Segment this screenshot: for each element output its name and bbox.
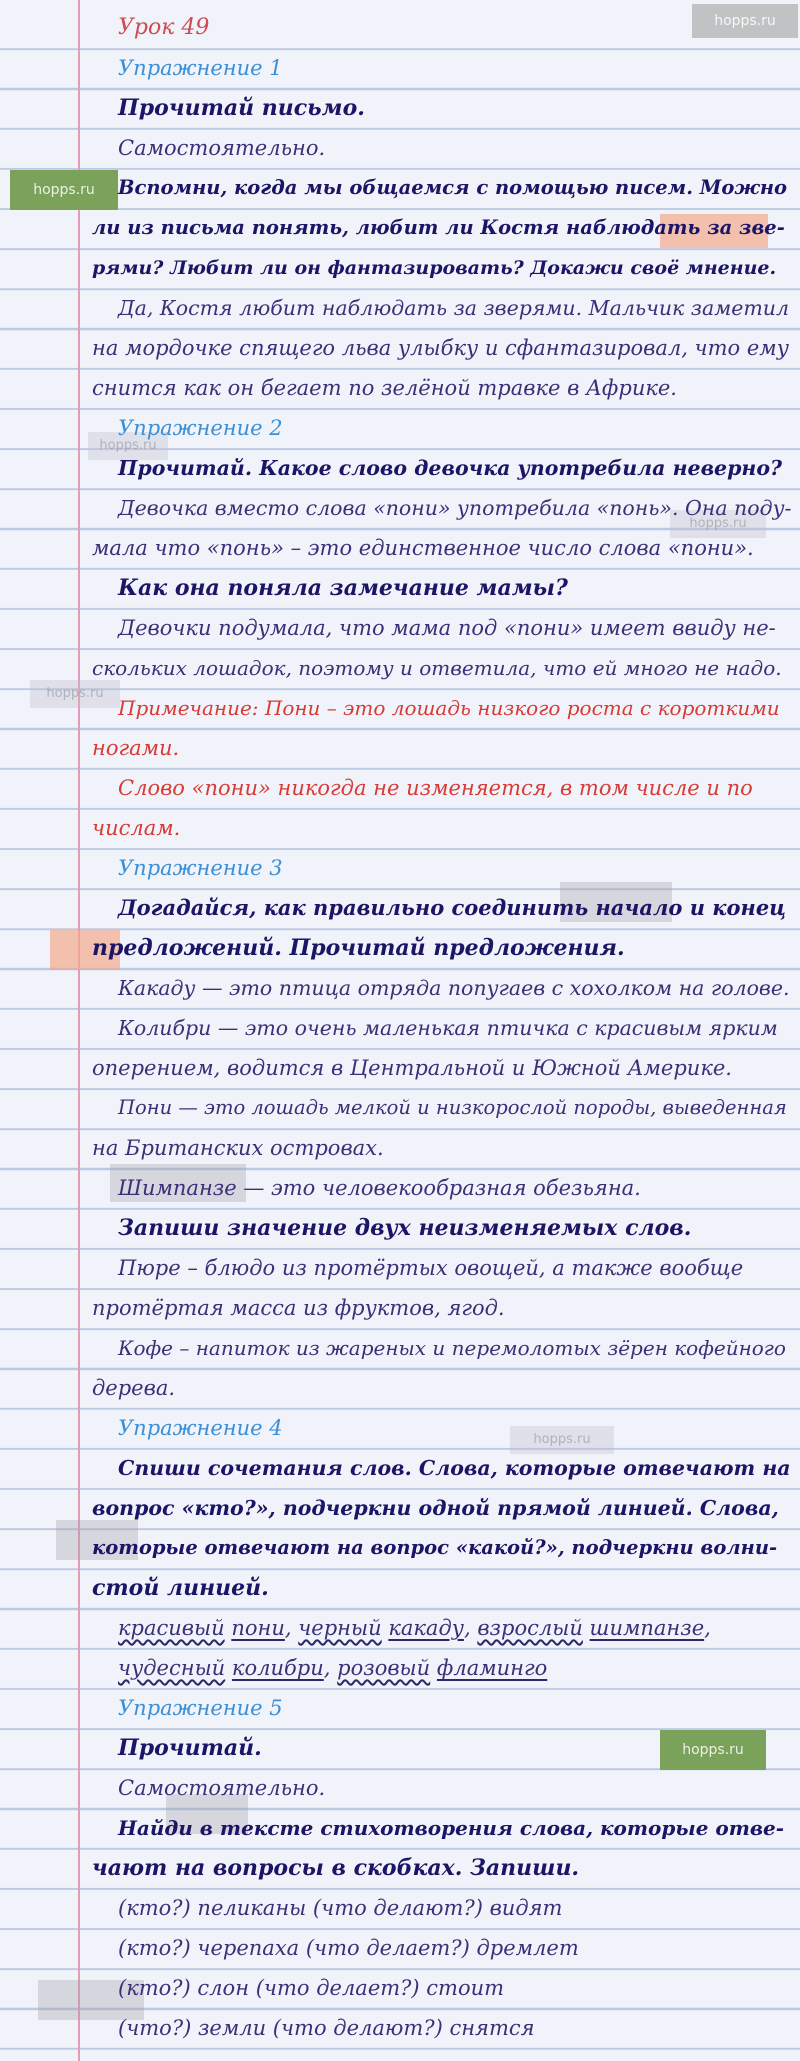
exercise-5-task-line: Найди в тексте стихотворения слова, которые отве- [118, 1816, 785, 1840]
exercise-5-answer-line: (кто?) черепаха (что делает?) дремлет [118, 1936, 579, 1960]
exercise-1-answer: Самостоятельно. [118, 136, 326, 160]
exercise-1-answer-line: на мордочке спящего льва улыбку и сфантазировал, что ему [92, 336, 789, 360]
wavy-underlined-word: розовый [337, 1656, 431, 1680]
wavy-underlined-word: красивый [118, 1616, 225, 1640]
note-line: Примечание: Пони – это лошадь низкого роста с короткими [118, 696, 780, 720]
comma: , [284, 1616, 292, 1640]
exercise-2-answer-line: мала что «понь» – это единственное число слова «пони». [92, 536, 754, 560]
exercise-1-answer-line: снится как он бегает по зелёной травке в Африке. [92, 376, 677, 400]
exercise-3-answer-line: Кофе – напиток из жареных и перемолотых зёрен кофейного [118, 1336, 786, 1360]
exercise-3-answer-line: Шимпанзе — это человекообразная обезьяна. [118, 1176, 641, 1200]
exercise-2-task: Как она поняла замечание мамы? [118, 575, 568, 601]
exercise-2-answer-line: скольких лошадок, поэтому и ответила, что ей много не надо. [92, 656, 782, 680]
exercise-5-answer: Самостоятельно. [118, 1776, 326, 1800]
exercise-1-task-line: ли из письма понять, любит ли Костя наблюдать за зве- [92, 216, 785, 239]
exercise-3-answer-line: Пони — это лошадь мелкой и низкорослой породы, выведенная [118, 1096, 787, 1119]
watermark: hopps.ru [670, 510, 766, 538]
wavy-underlined-word: взрослый [477, 1616, 583, 1640]
exercise-4-task-line: стой линией. [92, 1575, 269, 1601]
solid-underlined-word: фламинго [436, 1656, 548, 1680]
exercise-5-title: Упражнение 5 [118, 1696, 283, 1720]
exercise-1-title: Упражнение 1 [118, 56, 283, 80]
exercise-1-task-line: Вспомни, когда мы общаемся с помощью писем. Можно [118, 176, 788, 199]
exercise-2-task: Прочитай. Какое слово девочка употребила неверно? [118, 456, 783, 480]
solid-underlined-word: пони [231, 1616, 285, 1640]
exercise-3-answer-line: протёртая масса из фруктов, ягод. [92, 1296, 505, 1320]
exercise-5-task: Прочитай. [118, 1735, 262, 1761]
exercise-3-answer-line: Пюре – блюдо из протёртых овощей, а также вообще [118, 1256, 744, 1280]
exercise-2-answer-line: Девочки подумала, что мама под «пони» имеет ввиду не- [118, 616, 776, 640]
exercise-2-answer-line: Девочка вместо слова «пони» употребила «понь». Она поду- [118, 496, 792, 520]
exercise-3-answer-line: оперением, водится в Центральной и Южной Америке. [92, 1056, 732, 1080]
exercise-2-title: Упражнение 2 [118, 416, 283, 440]
exercise-5-answer-line: (что?) земли (что делают?) снятся [118, 2016, 535, 2040]
exercise-1-answer-line: Да, Костя любит наблюдать за зверями. Мальчик заметил [118, 296, 790, 320]
exercise-3-task: Запиши значение двух неизменяемых слов. [118, 1215, 692, 1241]
note-line: Слово «пони» никогда не изменяется, в том числе и по [118, 776, 753, 800]
exercise-3-task-line: Догадайся, как правильно соединить начало и конец [118, 895, 787, 920]
word-combinations-line [118, 1608, 711, 1648]
comma: , [704, 1616, 711, 1640]
wavy-underlined-word: чудесный [118, 1656, 226, 1680]
exercise-5-task-line: чают на вопросы в скобках. Запиши. [92, 1855, 580, 1881]
wavy-underlined-word: черный [298, 1616, 382, 1640]
solid-underlined-word: колибри [231, 1656, 324, 1680]
solid-underlined-word: шимпанзе [589, 1616, 705, 1640]
watermark-badge: hopps.ru [10, 170, 118, 210]
exercise-5-answer-line: (кто?) пеликаны (что делают?) видят [118, 1896, 563, 1920]
watermark: hopps.ru [30, 680, 120, 708]
watermark: hopps.ru [510, 1426, 614, 1454]
word-combinations-line [118, 1648, 547, 1688]
exercise-4-title: Упражнение 4 [118, 1416, 283, 1440]
watermark: hopps.ru [88, 432, 168, 460]
exercise-3-answer-line: Колибри — это очень маленькая птичка с красивым ярким [118, 1016, 778, 1040]
exercise-5-answer-line: (кто?) слон (что делает?) стоит [118, 1976, 505, 2000]
solid-underlined-word: какаду [388, 1616, 464, 1640]
exercise-4-task-line: Спиши сочетания слов. Слова, которые отвечают на [118, 1456, 791, 1480]
exercise-3-title: Упражнение 3 [118, 856, 283, 880]
lesson-title: Урок 49 [118, 15, 210, 40]
exercise-1-task: Прочитай письмо. [118, 95, 365, 121]
watermark: hopps.ru [692, 4, 798, 38]
exercise-1-task-line: рями? Любит ли он фантазировать? Докажи своё мнение. [92, 257, 777, 279]
comma: , [463, 1616, 471, 1640]
note-line: ногами. [92, 736, 180, 760]
exercise-4-task-line: которые отвечают на вопрос «какой?», подчеркни волни- [92, 1536, 778, 1559]
comma: , [323, 1656, 331, 1680]
exercise-4-task-line: вопрос «кто?», подчеркни одной прямой линией. Слова, [92, 1496, 779, 1520]
watermark-badge: hopps.ru [660, 1730, 766, 1770]
exercise-3-answer-line: Какаду — это птица отряда попугаев с хохолком на голове. [118, 976, 790, 1000]
exercise-3-answer-line: на Британских островах. [92, 1136, 384, 1160]
note-line: числам. [92, 816, 181, 840]
exercise-3-answer-line: дерева. [92, 1376, 176, 1400]
exercise-3-task-line: предложений. Прочитай предложения. [92, 935, 625, 961]
